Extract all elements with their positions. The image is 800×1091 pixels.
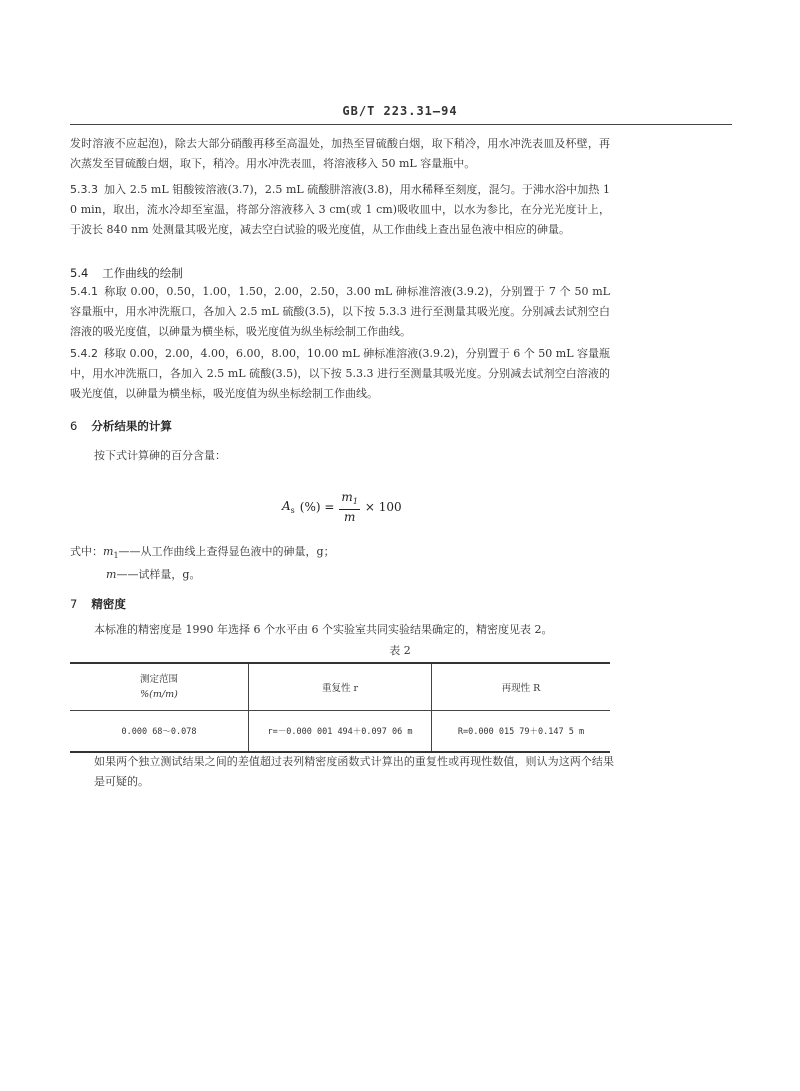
paragraph-7: 本标准的精密度是 1990 年选择 6 个水平由 6 个实验室共同实验结果确定的，精密度见表 2。 <box>94 623 553 636</box>
formula-lhs-unit: (%) = <box>299 500 335 514</box>
closing-paragraph: 如果两个独立测试结果之间的差值超过表列精密度函数式计算出的重复性或再现性数值，则认为这两个结果是可疑的。 <box>94 755 614 788</box>
formula-numerator: $m_1$ <box>339 490 359 510</box>
heading-title: 精密度 <box>91 597 126 611</box>
header-range: 测定范围 %(m/m) <box>70 663 249 711</box>
heading-number: 5.4 <box>70 266 89 280</box>
clause-text: 加入 2.5 mL 钼酸铵溶液(3.7)，2.5 mL 硫酸肼溶液(3.8)，用水稀释至刻度，混匀。于沸水浴中加热 10 min，取出，流水冷却至室温，将部分溶液移入 3 cm(或 1 cm)吸收皿中，以水为参比，在分光光度计上，于波长 840 nm 处测量其吸光度，减去空白试验的吸光度值，从工作曲线上查出显色液中相应的砷量。 <box>70 183 610 236</box>
heading-6 <box>70 418 172 434</box>
heading-title: 工作曲线的绘制 <box>102 266 183 280</box>
clause-number: 5.4.1 <box>70 285 98 298</box>
paragraph-6-intro: 按下式计算砷的百分含量： <box>94 449 226 462</box>
formula-rhs: × 100 <box>364 500 402 514</box>
heading-7 <box>70 596 126 612</box>
paragraph-5-4-2 <box>70 344 610 404</box>
header-repeatability: 重复性 r <box>249 663 432 711</box>
heading-title: 分析结果的计算 <box>91 419 172 433</box>
table-header-row <box>70 663 610 711</box>
formula-denominator: m <box>343 510 356 524</box>
arsenic-formula <box>282 490 402 524</box>
precision-table <box>70 662 610 753</box>
definition-m: m——试样量，g。 <box>106 568 201 581</box>
paragraph-continuation: 发时溶液不应起泡)，除去大部分硝酸再移至高温处，加热至冒硫酸白烟，取下稍冷，用水冲洗表皿及杯壁，再次蒸发至冒硫酸白烟，取下，稍冷。用水冲洗表皿，将溶液移入 50 mL 容量瓶中。 <box>70 137 610 170</box>
clause-text: 称取 0.00，0.50，1.00，1.50，2.00，2.50，3.00 mL 砷标准溶液(3.9.2)，分别置于 7 个 50 mL 容量瓶中，用水冲洗瓶口，各加入 2.5 mL 硫酸(3.5)，以下按 5.3.3 进行至测量其吸光度。分别减去试剂空白溶液的吸光度值，以砷量为横坐标，吸光度值为纵坐标绘制工作曲线。 <box>70 285 610 338</box>
cell-repeatability: r=－0.000 001 494＋0.097 06 m <box>249 711 432 753</box>
cell-reproducibility: R=0.000 015 79＋0.147 5 m <box>432 711 611 753</box>
paragraph-5-3-3 <box>70 180 610 240</box>
header-rule <box>70 124 732 125</box>
heading-number: 6 <box>70 419 78 433</box>
formula-fraction <box>339 490 359 524</box>
header-reproducibility: 再现性 R <box>432 663 611 711</box>
table-caption: 表 2 <box>389 644 411 657</box>
table-row <box>70 711 610 753</box>
clause-number: 5.4.2 <box>70 347 98 360</box>
clause-number: 5.3.3 <box>70 183 98 196</box>
heading-5-4 <box>70 265 183 281</box>
formula-lhs: $A_s$ <box>282 499 295 515</box>
cell-range: 0.000 68～0.078 <box>70 711 249 753</box>
clause-text: 移取 0.00，2.00，4.00，6.00，8.00，10.00 mL 砷标准溶液(3.9.2)，分别置于 6 个 50 mL 容量瓶中，用水冲洗瓶口，各加入 2.5 mL 硫酸(3.5)，以下按 5.3.3 进行至测量其吸光度。分别减去试剂空白溶液的吸光度值，以砷量为横坐标，吸光度值为纵坐标绘制工作曲线。 <box>70 347 610 400</box>
definition-m1: 式中：$m_1——$从工作曲线上查得显色液中的砷量，g； <box>70 545 335 560</box>
standard-code-header: GB/T 223.31—94 <box>342 104 458 118</box>
paragraph-5-4-1 <box>70 282 610 342</box>
heading-number: 7 <box>70 597 78 611</box>
